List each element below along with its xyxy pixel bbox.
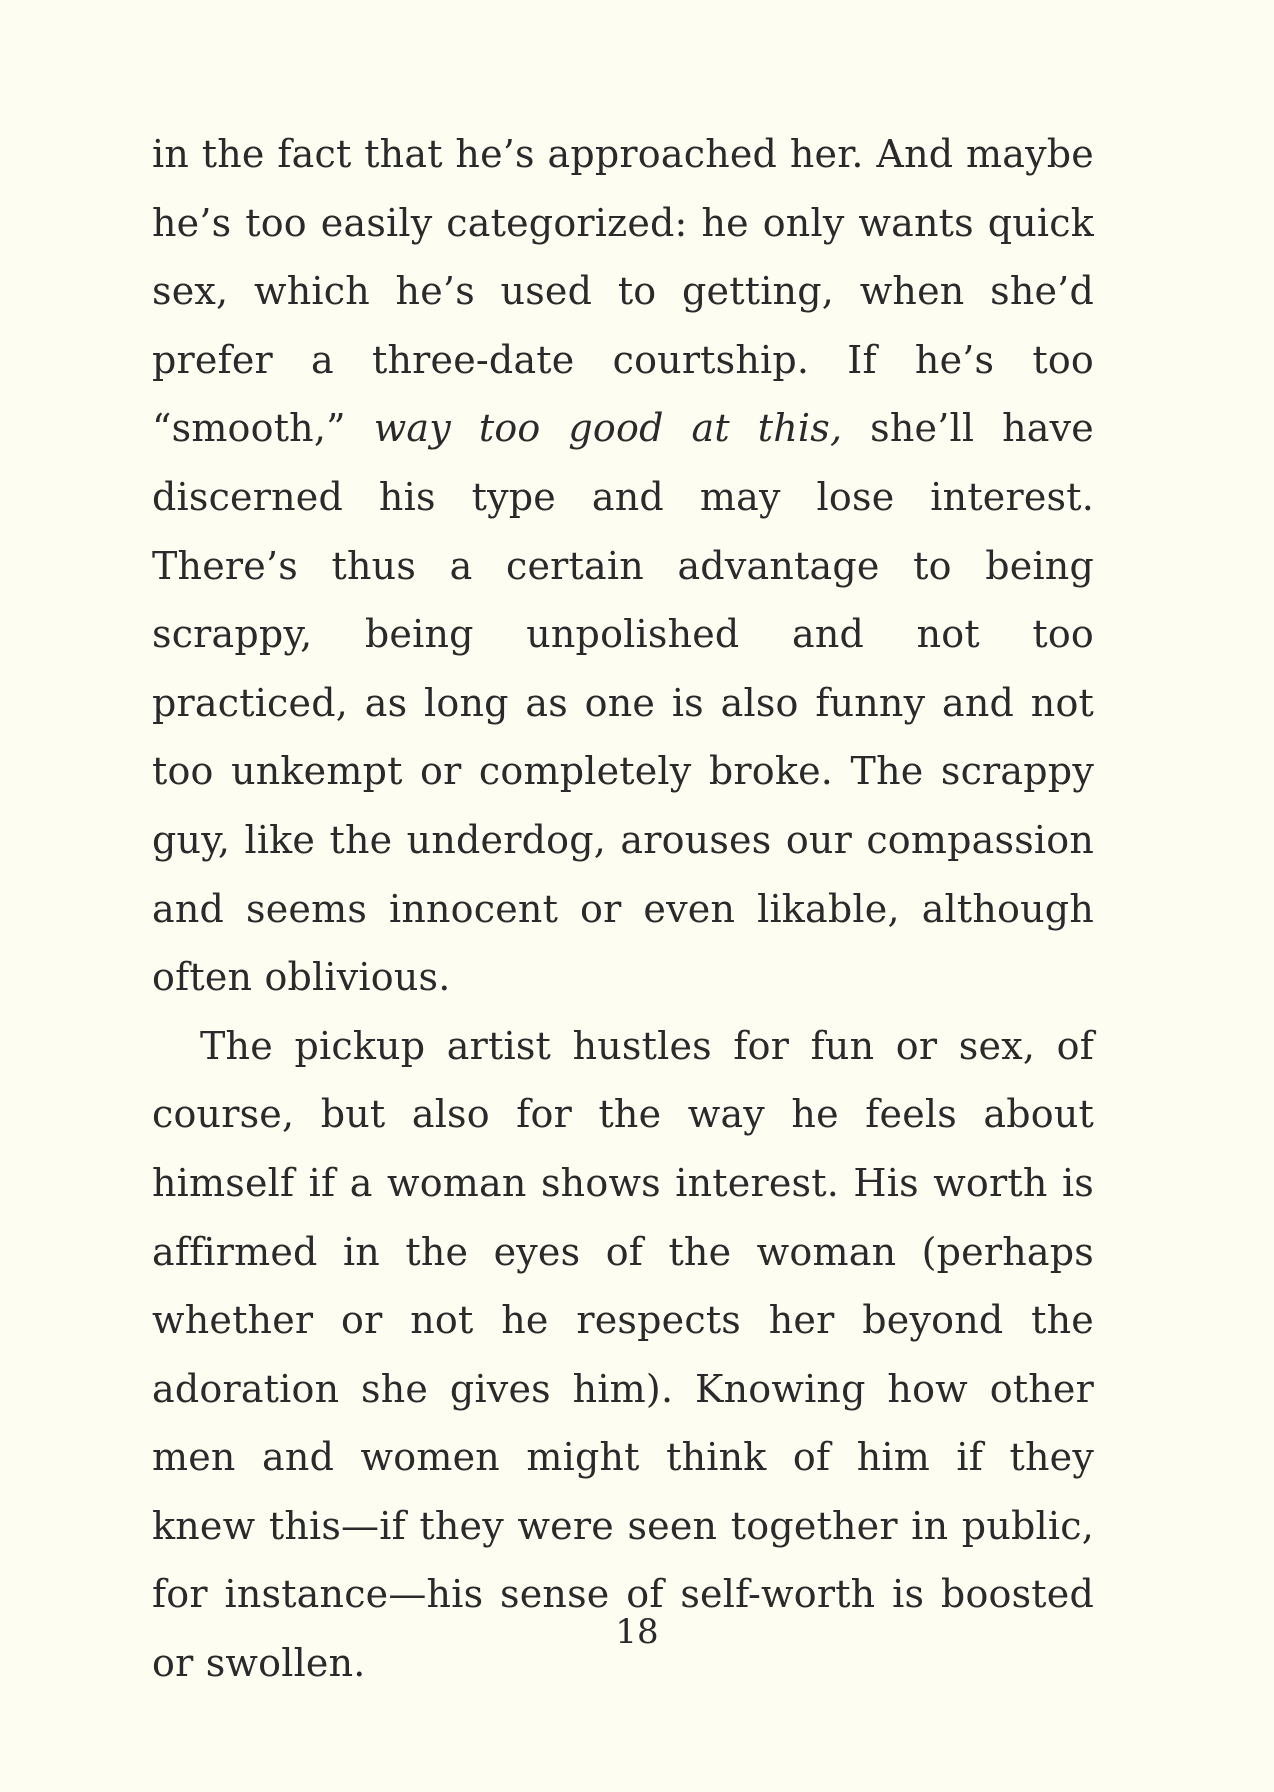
paragraph-1-text-end: she’ll have discerned his type and may lose interest. There’s thus a certain advantage to being scrappy, being unpolished and not too practiced, as long as one is also funny and not too unkempt or completely broke. The scrappy guy, like the underdog, arouses our compassion and seems innocent or even likable, although often oblivious. [152,406,1094,1000]
paragraph-1-italic-text: way too good at this, [373,406,843,451]
page-number: 18 [615,1612,659,1652]
paragraph-1-text-start: in the fact that he’s approached her. And maybe he’s too easily categorized: he only wants quick sex, which he’s used to getting, when she’d prefer a three-date courtship. If he’s too “smooth,” [152,132,1094,451]
body-text [152,120,1094,1698]
paragraph-continued [152,120,1094,1012]
paragraph-2: The pickup artist hustles for fun or sex, of course, but also for the way he feels about himself if a woman shows interest. His worth is affirmed in the eyes of the woman (perhaps whether or not he respects her beyond the adoration she gives him). Knowing how other men and women might think of him if they knew this—if they were seen together in public, for instance—his sense of self-worth is boosted or swollen. [152,1023,1094,1686]
